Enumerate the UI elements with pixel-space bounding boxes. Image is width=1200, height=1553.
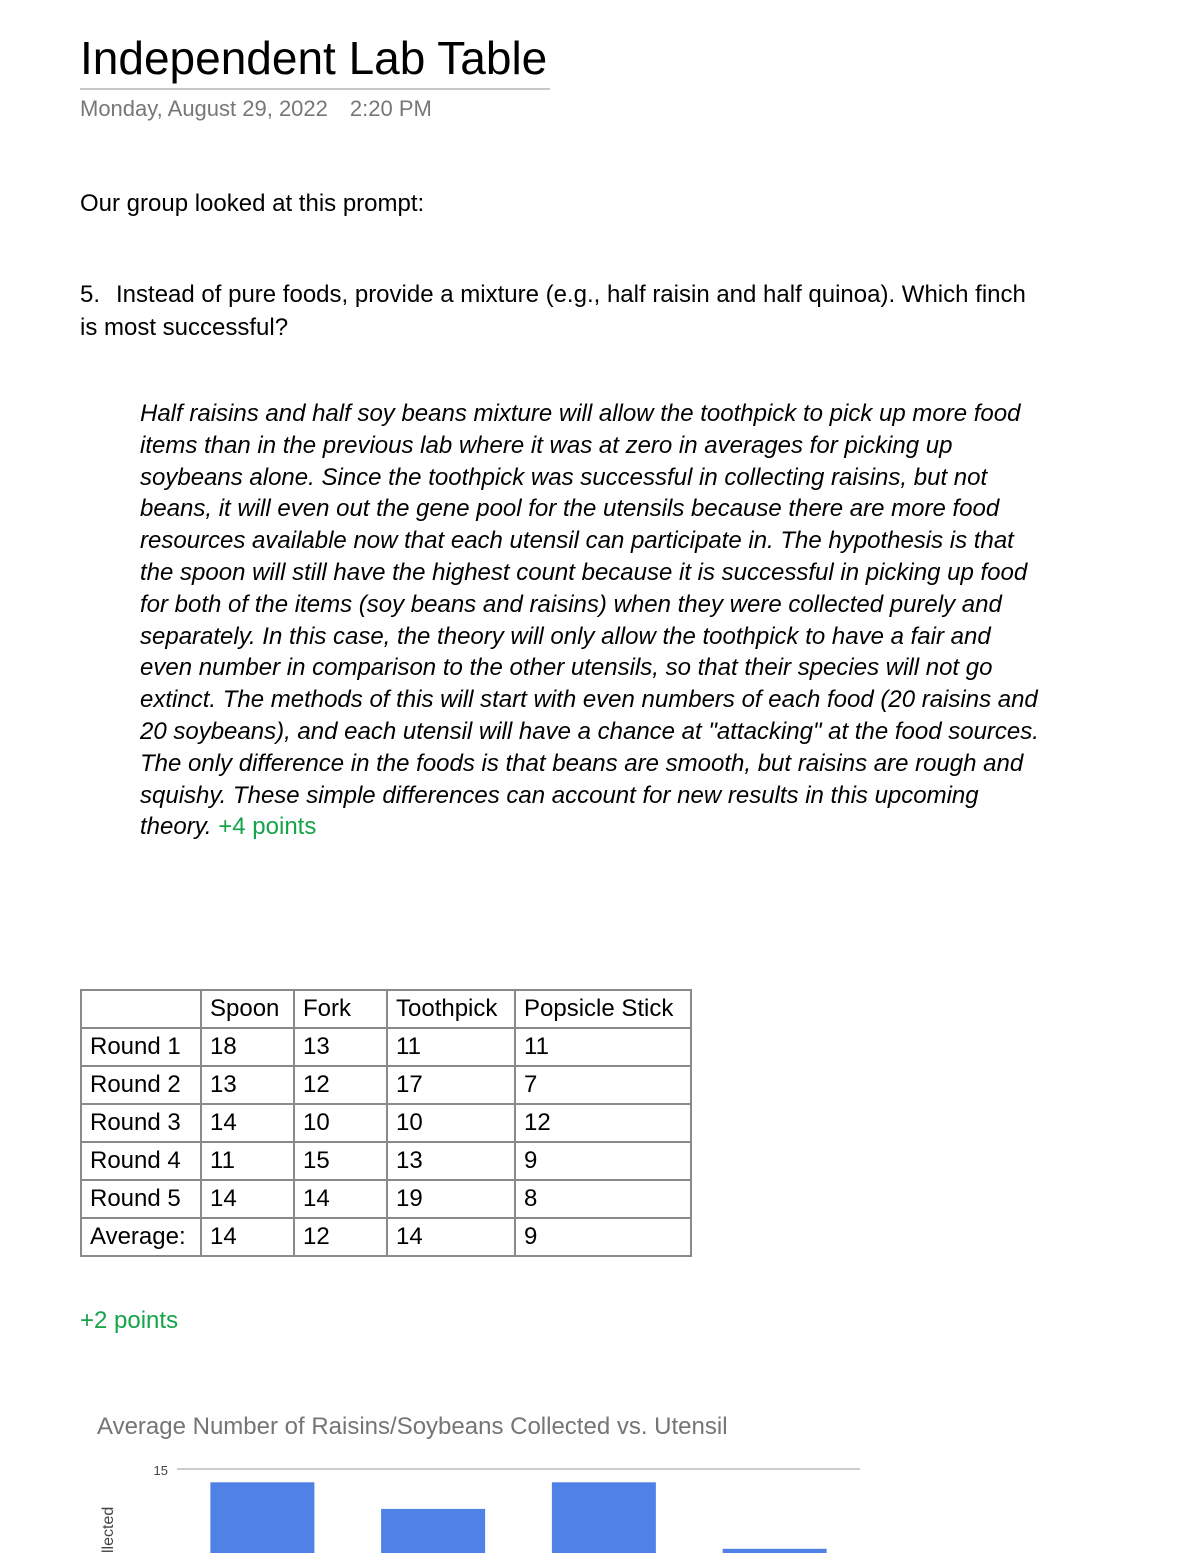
table-cell: Round 3 (81, 1104, 201, 1142)
table-cell: 13 (294, 1028, 387, 1066)
table-cell: 14 (201, 1104, 294, 1142)
average-chart (80, 1400, 900, 1553)
page-date: Monday, August 29, 2022 (80, 96, 328, 121)
table-cell: Round 4 (81, 1142, 201, 1180)
table-cell: Round 2 (81, 1066, 201, 1104)
table-cell: 11 (515, 1028, 691, 1066)
table-cell: 13 (387, 1142, 515, 1180)
table-points: +2 points (80, 1307, 179, 1334)
chart-bar (381, 1509, 485, 1553)
table-header-cell: Popsicle Stick (515, 990, 691, 1028)
chart-svg (80, 1400, 900, 1553)
table-cell: 11 (201, 1142, 294, 1180)
table-cell: 12 (294, 1066, 387, 1104)
table-row (81, 1180, 691, 1218)
table-cell: 12 (294, 1218, 387, 1256)
prompt-paragraph (80, 278, 1040, 344)
prompt-text: Instead of pure foods, provide a mixture (e.g., half raisin and half quinoa). Which finch is most successful? (80, 281, 1026, 341)
table-cell: Round 5 (81, 1180, 201, 1218)
table-cell: 13 (201, 1066, 294, 1104)
table-cell: 14 (294, 1180, 387, 1218)
table-cell: Round 1 (81, 1028, 201, 1066)
chart-bar (723, 1549, 827, 1553)
chart-ytick-label: 15 (153, 1463, 168, 1478)
table-cell: 9 (515, 1142, 691, 1180)
table-row (81, 1028, 691, 1066)
table-row (81, 1104, 691, 1142)
table-header-cell: Toothpick (387, 990, 515, 1028)
page-time: 2:20 PM (349, 96, 432, 121)
table-header-cell: Fork (294, 990, 387, 1028)
results-table (80, 989, 692, 1257)
table-cell: 15 (294, 1142, 387, 1180)
table-cell: 14 (201, 1180, 294, 1218)
table-cell: 14 (387, 1218, 515, 1256)
table-cell: 19 (387, 1180, 515, 1218)
table-cell: Average: (81, 1218, 201, 1256)
table-cell: 17 (387, 1066, 515, 1104)
table-header-cell: Spoon (201, 990, 294, 1028)
hypothesis-paragraph (140, 398, 1040, 843)
chart-title: Average Number of Raisins/Soybeans Collected vs. Utensil (97, 1413, 728, 1440)
page-title: Independent Lab Table (80, 30, 550, 90)
table-cell: 14 (201, 1218, 294, 1256)
table-cell: 11 (387, 1028, 515, 1066)
hypothesis-points: +4 points (218, 813, 317, 841)
table-header-row (81, 990, 691, 1028)
table-cell: 10 (387, 1104, 515, 1142)
table-row (81, 1142, 691, 1180)
table-cell: 7 (515, 1066, 691, 1104)
table-cell: 10 (294, 1104, 387, 1142)
table-cell: 8 (515, 1180, 691, 1218)
hypothesis-text: Half raisins and half soy beans mixture will allow the toothpick to pick up more food items than in the previous lab where it was at zero in averages for picking up soybeans alone. Since the toothpick was successful in collecting raisins, but not beans, it will even out the gene pool for the utensils because there are more food resources available now that each utensil can participate in. The hypothesis is that the spoon will still have the highest count because it is successful in picking up food for both of the items (soy beans and raisins) when they were collected purely and separately. In this case, the theory will only allow the toothpick to have a fair and even number in comparison to the other utensils, so that their species will not go extinct. The methods of this will start with even numbers of each food (20 raisins and 20 soybeans), and each utensil will have a chance at "attacking" at the food sources. The only difference in the foods is that beans are smooth, but raisins are rough and squishy. These simple differences can account for new results in this upcoming theory. (140, 400, 1039, 841)
results-table-body (81, 990, 691, 1256)
chart-ylabel: llected (100, 1506, 117, 1553)
table-cell: 18 (201, 1028, 294, 1066)
chart-bar (552, 1482, 656, 1553)
table-header-cell (81, 990, 201, 1028)
table-row (81, 1218, 691, 1256)
table-row (81, 1066, 691, 1104)
table-cell: 9 (515, 1218, 691, 1256)
intro-text: Our group looked at this prompt: (80, 190, 425, 217)
prompt-number: 5. (80, 281, 101, 308)
table-cell: 12 (515, 1104, 691, 1142)
page-timestamp (80, 96, 432, 122)
chart-bar (210, 1482, 314, 1553)
